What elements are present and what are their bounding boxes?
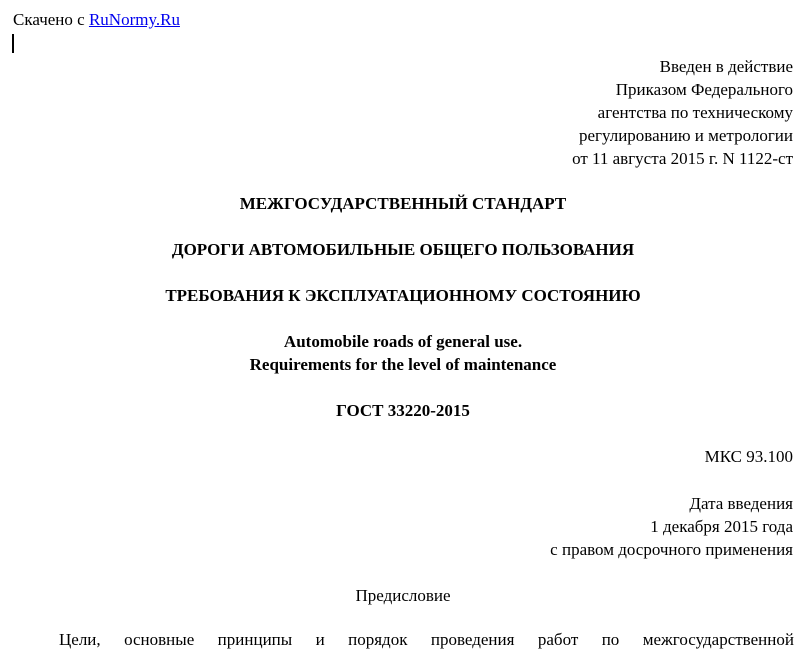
english-title-line: Automobile roads of general use.: [283, 332, 523, 351]
foreword-word: порядок: [348, 630, 408, 649]
source-prefix: Скачено с: [13, 10, 85, 29]
foreword-word: межгосударственной: [642, 630, 794, 649]
text-cursor: [12, 34, 14, 53]
approval-line: Приказом Федерального: [615, 80, 793, 99]
foreword-word: основные: [124, 630, 195, 649]
mks-code: МКС 93.100: [704, 447, 793, 466]
standard-name-heading: ДОРОГИ АВТОМОБИЛЬНЫЕ ОБЩЕГО ПОЛЬЗОВАНИЯ: [171, 240, 635, 259]
foreword-word: и: [315, 630, 325, 649]
foreword-word: по: [601, 630, 620, 649]
standard-subtitle-heading: ТРЕБОВАНИЯ К ЭКСПЛУАТАЦИОННОМУ СОСТОЯНИЮ: [165, 286, 641, 305]
foreword-word: проведения: [430, 630, 515, 649]
approval-line: Введен в действие: [659, 57, 793, 76]
approval-line: агентства по техническому: [597, 103, 793, 122]
standard-code: ГОСТ 33220-2015: [336, 401, 470, 420]
foreword-heading: Предисловие: [355, 586, 451, 605]
introduction-date-line: Дата введения: [689, 494, 793, 513]
foreword-word: Цели,: [59, 630, 101, 649]
source-line: [13, 8, 180, 31]
introduction-date-line: с правом досрочного применения: [550, 540, 793, 559]
source-link[interactable]: RuNormy.Ru: [88, 10, 180, 29]
foreword-word: принципы: [217, 630, 293, 649]
introduction-date-line: 1 декабря 2015 года: [650, 517, 793, 536]
standard-type-heading: МЕЖГОСУДАРСТВЕННЫЙ СТАНДАРТ: [239, 194, 567, 213]
approval-line: регулированию и метрологии: [578, 126, 793, 145]
foreword-first-line: [59, 628, 794, 651]
english-title-line: Requirements for the level of maintenance: [249, 355, 557, 374]
approval-line: от 11 августа 2015 г. N 1122-ст: [572, 149, 793, 168]
foreword-word: работ: [537, 630, 579, 649]
